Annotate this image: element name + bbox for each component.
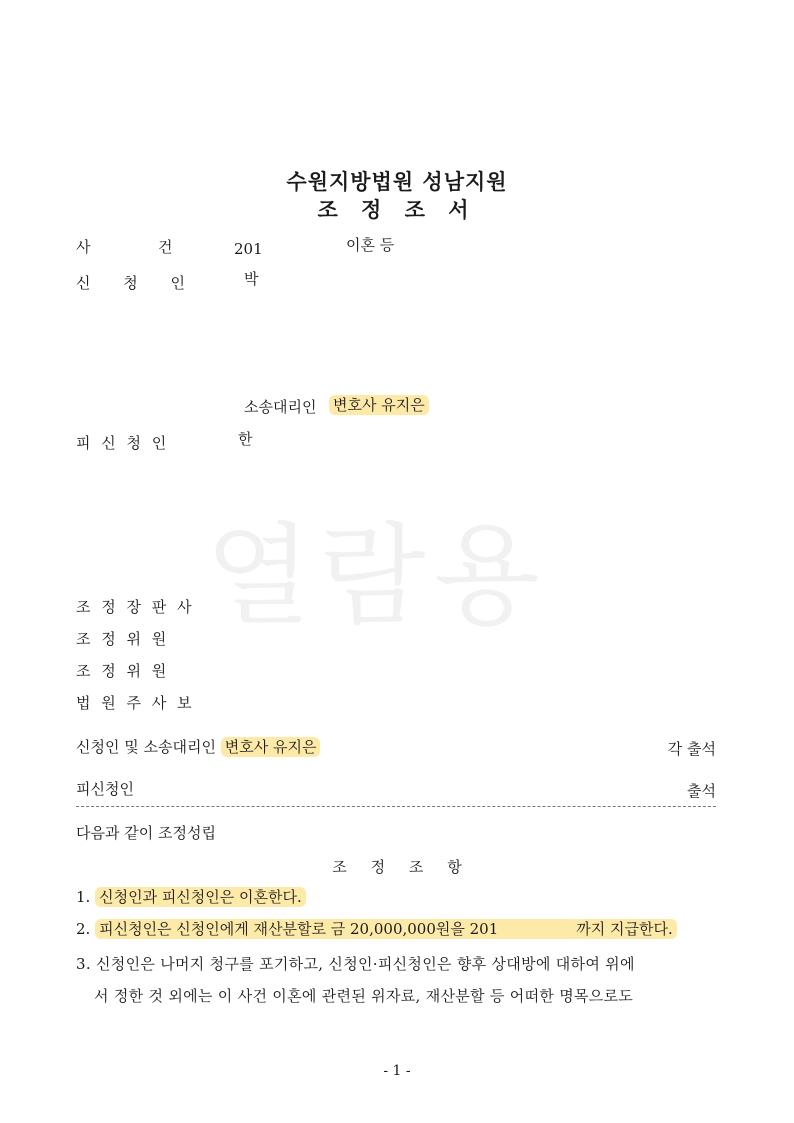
applicant-agent-label: 소송대리인 [244, 398, 317, 416]
term-2-num: 2. [76, 920, 91, 938]
case-name: 이혼 등 [346, 236, 395, 254]
attendance-applicant [76, 736, 320, 757]
term-3-text-1: 신청인은 나머지 청구를 포기하고, 신청인·피신청인은 향후 상대방에 대하여 위에 [96, 955, 635, 973]
attendance-applicant-status: 각 출석 [667, 740, 716, 758]
term-1-num: 1. [76, 888, 91, 906]
term-3-num: 3. [76, 955, 91, 973]
term-2 [76, 918, 677, 939]
intro-text: 다음과 같이 조정성립 [76, 824, 216, 842]
attendance-applicant-prefix: 신청인 및 소송대리인 [76, 738, 216, 756]
watermark: 열람용 [205, 512, 548, 640]
official-label-2: 조 정 위 원 [76, 630, 170, 648]
term-1-text: 신청인과 피신청인은 이혼한다. [95, 887, 306, 907]
applicant-label: 신 청 인 [76, 274, 200, 292]
case-label-2: 건 [158, 238, 173, 256]
respondent-label: 피 신 청 인 [76, 434, 170, 452]
attendance-respondent-status: 출석 [687, 782, 716, 800]
term-2-text-a: 피신청인은 신청인에게 재산분할로 금 20,000,000원을 201 [95, 919, 580, 939]
official-label-4: 법 원 주 사 보 [76, 694, 195, 712]
document-title: 조 정 조 서 [317, 198, 477, 222]
page-number: - 1 - [383, 1063, 411, 1079]
terms-heading: 조 정 조 항 [332, 858, 462, 876]
respondent-name: 한 [238, 430, 253, 448]
applicant-name: 박 [244, 270, 259, 288]
court-name: 수원지방법원 성남지원 [286, 170, 508, 194]
term-3-line-1 [76, 953, 635, 974]
official-label-3: 조 정 위 원 [76, 662, 170, 680]
applicant-agent-name: 변호사 유지은 [329, 394, 429, 415]
term-3-line-2: 서 정한 것 외에는 이 사건 이혼에 관련된 위자료, 재산분할 등 어떠한 명목으로도 [94, 987, 634, 1005]
official-label-1: 조 정 장 판 사 [76, 598, 195, 616]
dashed-divider [76, 806, 716, 807]
term-1 [76, 886, 306, 907]
case-label: 사 [76, 238, 91, 256]
term-2-text-b: 까지 지급한다. [572, 919, 676, 939]
case-number: 201 [234, 240, 263, 258]
attendance-respondent-label: 피신청인 [76, 780, 134, 798]
attendance-applicant-agent: 변호사 유지은 [221, 737, 321, 757]
